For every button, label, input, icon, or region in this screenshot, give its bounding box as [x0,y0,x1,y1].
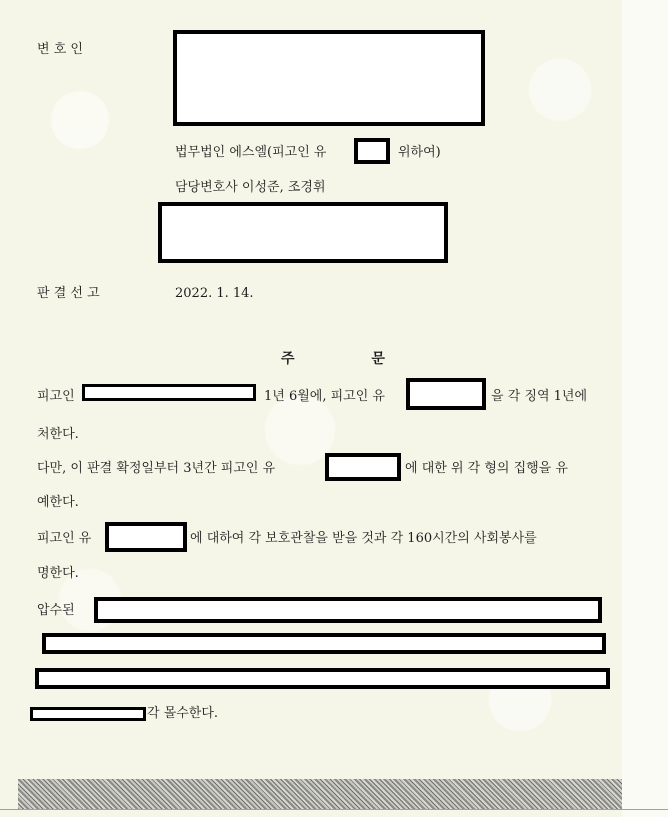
redacted-defendant-3 [325,453,401,481]
scan-noise-strip [18,779,622,810]
order-line-1c: 을 각 징역 1년에 [491,389,588,404]
sentencing-label: 판 결 선 고 [37,286,100,301]
counsel-label: 변 호 인 [37,42,83,57]
page-margin [622,0,668,817]
order-line-5a: 피고인 유 [37,531,92,546]
viewer-divider [0,809,668,810]
redacted-attorney-block [158,202,448,263]
order-line-4: 예한다. [37,495,79,510]
order-line-2: 처한다. [37,427,79,442]
redacted-seized-items-2 [42,633,606,654]
attorneys-line: 담당변호사 이성준, 조경휘 [175,180,326,195]
order-line-3b: 에 대한 위 각 형의 집행을 유 [405,461,568,476]
firm-line-tail: 위하여) [398,145,441,160]
order-line-10b: 각 몰수한다. [147,706,219,721]
redacted-counsel-block [173,30,485,126]
order-line-3a: 다만, 이 판결 확정일부터 3년간 피고인 유 [37,461,276,476]
redacted-seized-items-3 [35,668,610,689]
order-line-1a: 피고인 [37,389,75,404]
redacted-defendant-2 [406,378,486,410]
order-line-6: 명한다. [37,566,79,581]
firm-line: 법무법인 에스엘(피고인 유 [175,145,327,160]
redacted-defendant-4 [105,522,187,552]
order-title: 주 문 [281,351,421,367]
sentencing-date: 2022. 1. 14. [175,286,254,301]
redacted-seized-items-4 [30,707,146,721]
order-line-5b: 에 대하여 각 보호관찰을 받을 것과 각 160시간의 사회봉사를 [190,531,537,546]
redacted-defendant-1 [82,384,256,401]
order-line-7a: 압수된 [37,603,75,618]
redacted-seized-items-1 [94,597,602,623]
order-line-1b: 1년 6월에, 피고인 유 [264,389,385,404]
redacted-defendant-name [354,138,390,164]
